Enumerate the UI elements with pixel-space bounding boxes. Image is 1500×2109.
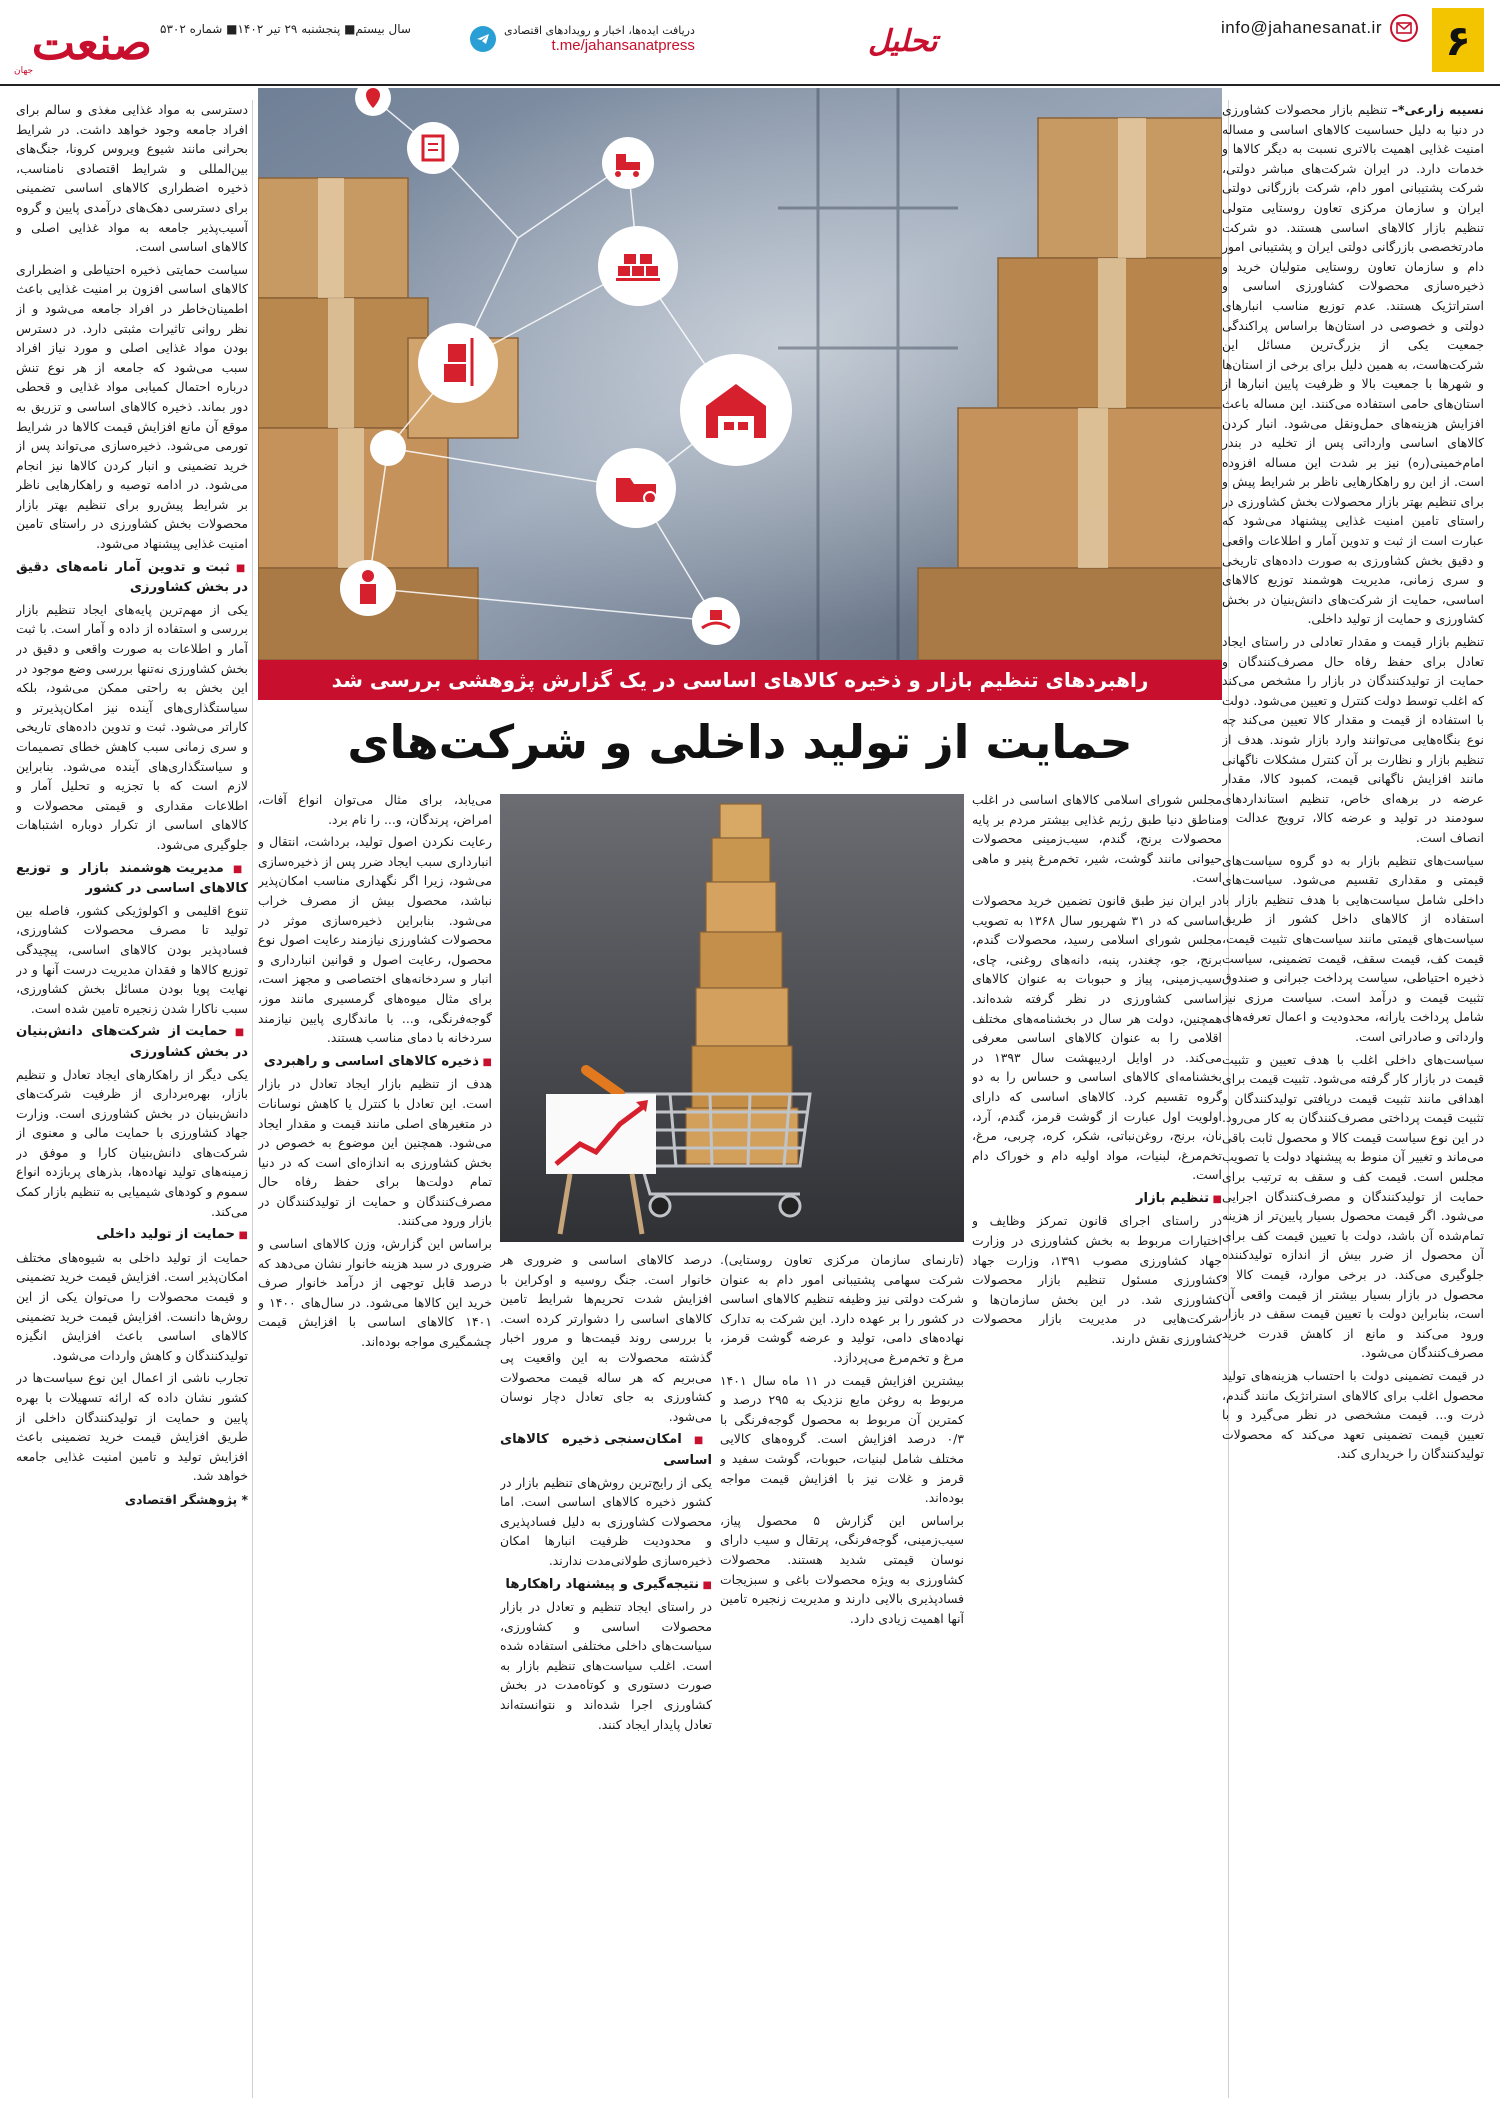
page-header bbox=[0, 0, 1500, 86]
column-center-3 bbox=[500, 1250, 712, 2098]
paragraph: تجارب ناشی از اعمال این نوع سیاست‌ها در کشور نشان داده که ارائه تسهیلات با بهره پایین و حمایت از تولیدکنندگان داخلی از طریق افزایش قیمت خرید تضمینی باعث افزایش تولید و تامین امنیت غذایی جامعه خواهد شد. bbox=[16, 1370, 248, 1484]
main-headline: حمایت از تولید داخلی و شرکت‌های bbox=[347, 715, 1133, 769]
subheading: ■ نتیجه‌گیری و پیشنهاد راهکارها bbox=[500, 1575, 712, 1596]
telegram-caption: دریافت ایده‌ها، اخبار و رویدادهای اقتصادی bbox=[504, 24, 695, 37]
hero-image bbox=[258, 88, 1222, 660]
shopping-cart-photo bbox=[500, 794, 964, 1242]
page-number: ۶ bbox=[1432, 8, 1484, 72]
subheading: ■ امکان‌سنجی ذخیره کالاهای اساسی bbox=[500, 1430, 712, 1470]
email-block[interactable] bbox=[1221, 14, 1418, 42]
paragraph: تنظیم بازار قیمت و مقدار تعادلی در راستای ایجاد تعادل برای حفظ رفاه حال مصرف‌کنندگان و حمایت از تولیدکنندگان در بازار را مشخص می‌کند که اغلب توسط دولت کنترل و تعیین می‌شود. دولت با استفاده از قیمت و مقدار کالا تعیین می‌کند چه نوع بنگاه‌هایی می‌توانند وارد بازار شوند. هدف از تنظیم بازار و نظارت بر آن کنترل مشکلات ناگهانی مانند افزایش ناگهانی قیمت، کمبود کالا، مقدار عرضه در برهه‌ای خاص، تنظیم استانداردهای سودمند در تولید و عرضه کالا، ترویج عدالت و انصاف است. bbox=[1222, 634, 1484, 845]
paragraph: حمایت از تولید داخلی به شیوه‌های مختلف امکان‌پذیر است. افزایش قیمت خرید تضمینی و قیمت محصولات را می‌توان یکی از این روش‌ها دانست. افزایش قیمت خرید تضمینی کالاهای اساسی باعث افزایش انگیزه تولیدکنندگان و کاهش واردات می‌شود. bbox=[16, 1249, 248, 1363]
author-byline: * پژوهشگر اقتصادی bbox=[124, 1491, 248, 1507]
paragraph: یکی از مهم‌ترین پایه‌های ایجاد تنظیم بازار بررسی و استفاده از داده و آمار است. با ثبت آمار و اطلاعات به صورت واقعی و دقیق در بخش کشاورزی نه‌تنها بررسی وضع موجود در این بخش به راحتی ممکن می‌شود، بلکه سیاستگذاری‌های آینده نیز امکان‌پذیرتر و کاراتر می‌شود. ثبت و تدوین داده‌های تاریخی و سری زمانی سبب کاهش خطای تصمیمات و سیاستگذاری‌های آینده می‌شود. بنابراین لازم است که با تجزیه و تحلیل آمار و اطلاعات مقداری و قیمتی محصولات و کالاهای اساسی از تکرار دوباره اشتباهات جلوگیری می‌شود. bbox=[16, 601, 248, 852]
column-center-1 bbox=[972, 790, 1222, 2098]
paragraph: درصد کالاهای اساسی و ضروری هر خانوار است. جنگ روسیه و اوکراین با افزایش شدت تحریم‌ها شرایط تامین کالاهای اساسی را دشوارتر کرده است. با بررسی روند قیمت‌ها و مرور اخبار گذشته محصولات به این واقعیت پی می‌بریم که هر ساله قیمت محصولات کشاورزی به جای تعادل دچار نوسان می‌شود. bbox=[500, 1252, 712, 1424]
column-center-2 bbox=[720, 1250, 964, 2098]
headline-bar: راهبردهای تنظیم بازار و ذخیره کالاهای اساسی در یک گزارش پژوهشی بررسی شد bbox=[258, 660, 1222, 700]
column-rule bbox=[252, 100, 253, 2098]
author-lead: نسیبه زارعی*– bbox=[1391, 102, 1484, 117]
paragraph: هدف از تنظیم بازار ایجاد تعادل در بازار است. این تعادل با کنترل یا کاهش نوسانات در متغیرهای اصلی مانند قیمت و مقدار ایجاد می‌شود. همچنین این موضوع به خصوص در بخش کشاورزی به اندازه‌ای است که در دنیا تمام دولت‌ها برای حفظ رفاه حال مصرف‌کنندگان و حمایت از تولیدکنندگان در بازار ورود می‌کنند. bbox=[258, 1076, 492, 1229]
paragraph: تنوع اقلیمی و اکولوژیکی کشور، فاصله بین تولید تا مصرف محصولات کشاورزی، فسادپذیر بودن کالاهای اساسی، پیچیدگی توزیع کالاها و فقدان مدیریت درست آنها و در نهایت پویا بودن مسائل بخش کشاورزی، سبب ناکارا شدن زنجیره تامین شده است. bbox=[16, 902, 248, 1016]
paragraph: در راستای اجرای قانون تمرکز وظایف و اختیارات مربوط به بخش کشاورزی در وزارت جهاد کشاورزی مصوب ۱۳۹۱، وزارت جهاد کشاورزی مسئول تنظیم بازار محصولات کشاورزی شد. در این بخش سازمان‌ها و شرکت‌هایی در مدیریت بازار محصولات کشاورزی نقش دارند. bbox=[972, 1213, 1222, 1347]
column-right bbox=[1222, 100, 1484, 2098]
subheading: ■ ذخیره کالاهای اساسی و راهبردی bbox=[258, 1052, 492, 1073]
telegram-block[interactable] bbox=[470, 24, 695, 54]
paragraph: تنظیم بازار محصولات کشاورزی در دنیا به دلیل حساسیت کالاهای اساسی و مساله امنیت غذایی اهمیت بالاتری نسبت به دیگر کالاها و خدمات دارد. در ایران شرکت‌های مباشر دولتی، شرکت پشتیبانی امور دام، شرکت بازرگانی دولتی ایران و سازمان مرکزی تعاون روستایی متولی تنظیم بازار کالاهای اساسی هستند. دو شرکت مادرتخصصی بازرگانی دولتی ایران و پشتیبانی امور دام و سازمان تعاون روستایی متولیان خرید و ذخیره‌سازی محصولات کشاورزی اساسی و استراتژیک هستند. عدم توزیع مناسب انبارهای دولتی و خصوصی در استان‌ها براساس پراکندگی جمعیت یکی از بزرگ‌ترین مسائل این شرکت‌هاست، به همین دلیل برای برخی از استان‌ها و شهرها با جمعیت بالا و ظرفیت پایین انبارها از استان‌های حامی استفاده می‌کنند. این مساله باعث افزایش هزینه‌های حمل‌ونقل می‌شود. انبار کردن کالاهای اساسی وارداتی پس از تخلیه در بندر امام‌خمینی(ره) نیز بر شدت این مساله افزوده است. از این رو راهکارهایی ناظر بر شرایط پیش و برای تنظیم بهتر بازار محصولات بخش کشاورزی در راستای تامین امنیت غذایی پیشنهاد می‌شود که عبارت است از ثبت و تدوین آمار و اطلاعات واقعی و دقیق بخش کشاورزی به صورت داده‌های تاریخی و سری زمانی، مدیریت هوشمند توزیع کالاهای اساسی، حمایت از شرکت‌های دانش‌بنیان در بخش کشاورزی و حمایت از تولید داخلی. bbox=[1222, 102, 1484, 627]
logo-subtext: جهان bbox=[14, 66, 34, 76]
paragraph: در ایران نیز طبق قانون تضمین خرید محصولات اساسی که در ۳۱ شهریور سال ۱۳۶۸ به تصویب مجلس شورای اسلامی رسید، محصولات گندم، برنج، جو، چغندر، پنبه، دانه‌های روغنی، چای، سیب‌زمینی، پیاز و حبوبات به عنوان کالاهای اساسی کشاورزی در نظر گرفته شده‌اند. همچنین، دولت هر سال در بخشنامه‌های مختلف اقلامی را به عنوان کالاهای اساسی معرفی می‌کند. در اوایل اردیبهشت سال ۱۳۹۳ در بخشنامه‌ای کالاهای اساسی و حساس را به دو گروه تقسیم کرد. کالاهای اساسی که دارای اولویت اول عبارت از گوشت قرمز، گندم، آرد، نان، برنج، روغن‌نباتی، شکر، کره، چربی، مرغ، تخم‌مرغ، لبنیات، مواد اولیه دام و خوراک دام است. bbox=[972, 892, 1222, 1183]
paragraph: سیاست حمایتی ذخیره احتیاطی و اضطراری کالاهای اساسی افزون بر امنیت غذایی باعث اطمینان‌خاطر در افراد جامعه می‌شود و از نظر روانی تاثیرات مثبتی دارد. در دسترس بودن مواد غذایی اصلی و مورد نیاز افراد سبب می‌شود که جامعه از هر نوع تنش درباره احتمال کمیابی مواد غذایی و قحطی دور بماند. ذخیره کالاهای اساسی و تزریق به موقع آن مانع افزایش قیمت کالاها در شرایط تورمی می‌شود. ذخیره‌سازی می‌تواند پس از خرید تضمینی و انبار کردن کالاها نیز انجام می‌شود. در ادامه توصیه و راهکارهایی ناظر بر شرایط پیش‌رو برای تنظیم بهتر بازار محصولات بخش کشاورزی در راستای تامین امنیت غذایی پیشنهاد می‌شود. bbox=[16, 261, 248, 552]
paragraph: دسترسی به مواد غذایی مغذی و سالم برای افراد جامعه وجود خواهد داشت. در شرایط بحرانی مانند شیوع ویروس کرونا، جنگ‌های بین‌المللی و شرایط اقتصادی نامناسب، ذخیره اضطراری کالاهای اساسی تضمینی برای دسترسی دهک‌های درآمدی پایین و گروه آسیب‌پذیر جامعه به مواد غذایی اصلی و کالاهای اساسی است. bbox=[16, 102, 248, 255]
paragraph: سیاست‌های تنظیم بازار به دو گروه سیاست‌های قیمتی و مقداری تقسیم می‌شود. سیاست‌های داخلی شامل سیاست‌هایی با هدف تنظیم بازار با استفاده از کالاهای داخل کشور از طریق سیاست‌های قیمتی مانند سیاست‌های تثبیت قیمت، قیمت کف، قیمت سقف، قیمت تضمینی، سیاست ذخیره احتیاطی، سیاست پرداخت جبرانی و صندوق تثبیت قیمت و درآمد است. سیاست مرزی نیز شامل پرداخت یارانه، محدودیت و اعمال تعرفه‌های وارداتی و صادراتی است. bbox=[1222, 852, 1484, 1044]
subheading: ■ تنظیم بازار bbox=[972, 1189, 1222, 1210]
newspaper-logo[interactable] bbox=[14, 16, 152, 76]
telegram-link[interactable]: t.me/jahansanatpress bbox=[551, 37, 695, 54]
paragraph: یکی از رایج‌ترین روش‌های تنظیم بازار در کشور ذخیره کالاهای اساسی است. اما محصولات کشاورزی به دلیل فسادپذیری و محدودیت ظرفیت انبارها امکان ذخیره‌سازی طولانی‌مدت ندارند. bbox=[500, 1474, 712, 1568]
paragraph: در راستای ایجاد تنظیم و تعادل در بازار محصولات اساسی و کشاورزی، سیاست‌های داخلی مختلفی استفاده شده است. اغلب سیاست‌های تنظیم بازار به صورت دستوری و کوتاه‌مدت در بخش کشاورزی اجرا شده‌اند و نتوانسته‌اند تعادل پایدار ایجاد کنند. bbox=[500, 1599, 712, 1732]
logo-text: صنعت bbox=[31, 16, 152, 70]
paragraph: بیشترین افزایش قیمت در ۱۱ ماه سال ۱۴۰۱ مربوط به روغن مایع نزدیک به ۲۹۵ درصد و کمترین آن مربوط به محصول گوجه‌فرنگی با ۰/۳ درصد افزایش است. گروه‌های کالایی مختلف شامل لبنیات، حبوبات، گوشت سفید و قرمز و غلات نیز با افزایش قیمت مواجه بوده‌اند. bbox=[720, 1372, 964, 1506]
paragraph: یکی دیگر از راهکارهای ایجاد تعادل و تنظیم بازار، بهره‌برداری از ظرفیت شرکت‌های دانش‌بنیان در بخش کشاورزی است. وزارت جهاد کشاورزی با حمایت مالی و معنوی از شرکت‌های دانش‌بنیان کارا و موفق در زمینه‌های تولید نهاده‌ها، بذرهای پربازده انواع سموم و کودهای شیمیایی به تنظیم بازار کمک می‌کند. bbox=[16, 1066, 248, 1219]
email-icon bbox=[1390, 14, 1418, 42]
subheading: ■ حمایت از شرکت‌های دانش‌بنیان در بخش کشاورزی bbox=[16, 1022, 248, 1062]
paragraph: براساس این گزارش، وزن کالاهای اساسی و ضروری در سبد هزینه خانوار نشان می‌دهد که درصد قابل توجهی از درآمد خانوار صرف خرید این کالاها می‌شود. در سال‌های ۱۴۰۰ و ۱۴۰۱ کالاهای اساسی با افزایش قیمت چشمگیری مواجه بوده‌اند. bbox=[258, 1236, 492, 1350]
paragraph: رعایت نکردن اصول تولید، برداشت، انتقال و انبارداری سبب ایجاد ضرر پس از ذخیره‌سازی می‌شود، زیرا اگر نگهداری مناسب امکان‌پذیر نباشد، محصول بیش از مصرف خراب می‌شود. بنابراین ذخیره‌سازی موثر در محصولات کشاورزی نیازمند رعایت اصول نوع محصول، رعایت اصول و قوانین انبارداری و انبار و سردخانه‌های اختصاصی و مجهز است، برای مثال میوه‌های گرمسیری مانند موز، گوجه‌فرنگی، و... با ماندگاری پایین نیازمند سردخانه با دمای مناسب هستند. bbox=[258, 834, 492, 1046]
subheading: ■ مدیریت هوشمند بازار و توزیع کالاهای اساسی در کشور bbox=[16, 859, 248, 899]
email-address[interactable]: info@jahanesanat.ir bbox=[1221, 18, 1382, 37]
paragraph: می‌یابد، برای مثال می‌توان انواع آفات، امراض، پرندگان، و... را نام برد. bbox=[258, 792, 492, 827]
paragraph: در قیمت تضمینی دولت با احتساب هزینه‌های تولید محصول اغلب برای کالاهای استراتژیک مانند گندم، ذرت و... قیمت مشخصی در نظر می‌گیرد و با تعیین قیمت تضمینی تعهد می‌کند که محصولات تولیدکنندگان را خریداری کند. bbox=[1222, 1368, 1484, 1462]
column-left bbox=[16, 100, 248, 2098]
column-center-4 bbox=[258, 790, 492, 2098]
section-label: تحلیل bbox=[868, 24, 938, 59]
paragraph: سیاست‌های داخلی اغلب با هدف تعیین و تثبیت قیمت در بازار کار گرفته می‌شود. تثبیت قیمت برای اهدافی مانند تثبیت قیمت دریافتی تولیدکنندگان و تثبیت قیمت پرداختی مصرف‌کنندگان به کار می‌رود. در این نوع سیاست قیمت کالا و محصول ثابت باقی می‌ماند و تغییر آن منوط به پیشنهاد دولت یا تصویب مجلس است. قیمت کف و سقف به ترتیب برای حمایت از تولیدکنندگان و مصرف‌کنندگان اجرایی می‌شود. اگر قیمت محصول بسیار پایین‌تر از هزینه تمام‌شده آن باشد، دولت با تعیین قیمت کف برای آن محصول از ضرر بیش از اندازه تولیدکننده جلوگیری می‌کند. در برخی موارد، قیمت کالا و محصول در بازار بسیار بیشتر از قیمت واقعی آن است، بنابراین دولت با تعیین قیمت سقف در بازار ورود می‌کند و مانع از کاهش قدرت خرید مصرف‌کنندگان می‌شود. bbox=[1222, 1051, 1484, 1361]
subheading: ■ حمایت از تولید داخلی bbox=[16, 1225, 248, 1246]
telegram-icon bbox=[470, 26, 496, 52]
subheading: ■ ثبت و تدوین آمار نامه‌های دقیق در بخش کشاورزی bbox=[16, 558, 248, 598]
paragraph: (تارنمای سازمان مرکزی تعاون روستایی). شرکت سهامی پشتیبانی امور دام به عنوان شرکت دولتی نیز وظیفه تنظیم کالاهای اساسی در کشور را بر عهده دارد. این شرکت به تدارک نهاده‌های دامی، تولید و عرضه گوشت قرمز، مرغ و تخم‌مرغ می‌پردازد. bbox=[720, 1252, 964, 1365]
paragraph: براساس این گزارش ۵ محصول پیاز، سیب‌زمینی، گوجه‌فرنگی، پرتقال و سیب دارای نوسان قیمتی شدید هستند. محصولات کشاورزی به ویژه محصولات باغی و سبزیجات فسادپذیری بالایی دارند و مدیریت زنجیره تامین آنها اهمیت زیادی دارد. bbox=[720, 1512, 964, 1626]
issue-info: سال بیستم■ پنجشنبه ۲۹ تیر ۱۴۰۲■ شماره ۵۳۰۲ bbox=[160, 22, 411, 36]
paragraph: مجلس شورای اسلامی کالاهای اساسی در اغلب مناطق دنیا طبق رژیم غذایی بیشتر مردم بر پایه محصولات برنج، گندم، سیب‌زمینی محصولات حیوانی مانند گوشت، شیر، تخم‌مرغ پنیر و ماهی است. bbox=[972, 792, 1222, 886]
